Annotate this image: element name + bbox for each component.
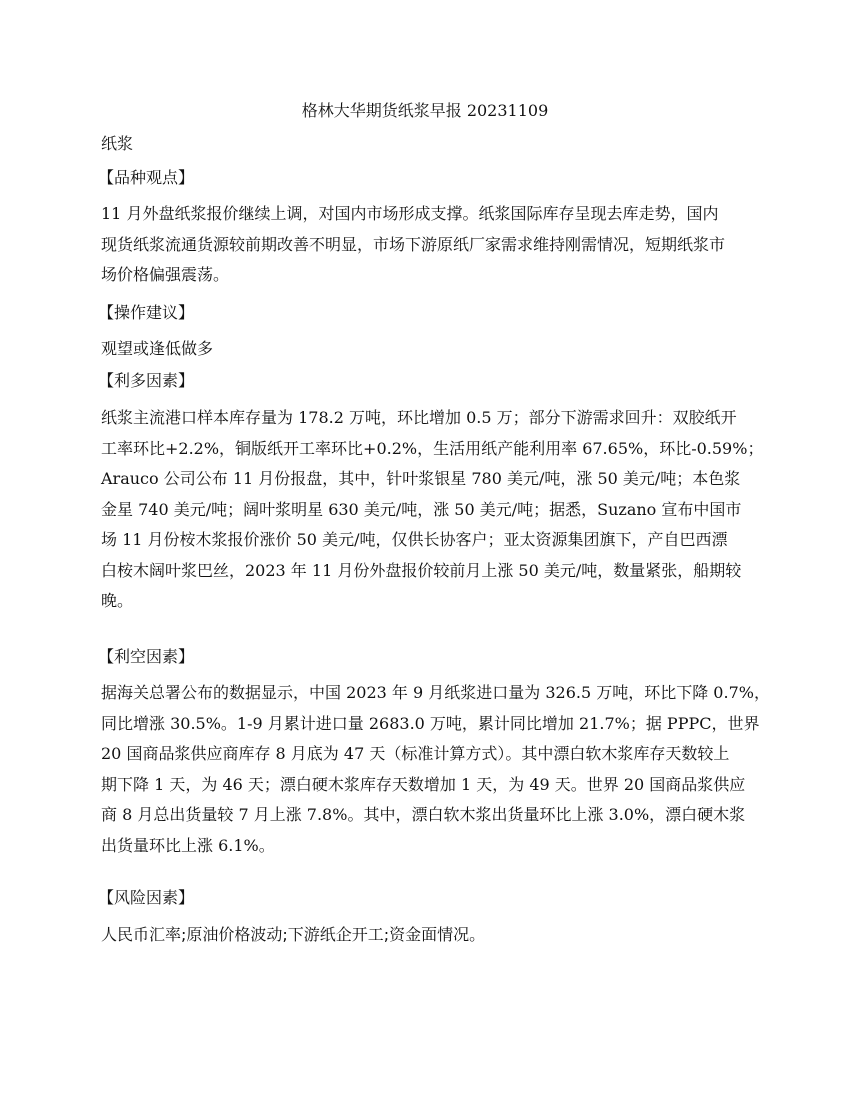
paragraph-bearish: [101, 678, 770, 861]
text-line: 同比增涨 30.5%。1-9 月累计进口量 2683.0 万吨，累计同比增加 21.7%；据 PPPC，世界: [101, 713, 760, 733]
text-line: 工率环比+2.2%，铜版纸开工率环比+0.2%，生活用纸产能利用率 67.65%，环比-0.59%；: [101, 438, 764, 458]
text-line: 商 8 月总出货量较 7 月上涨 7.8%。其中，漂白软木浆出货量环比上涨 3.0%，漂白硬木浆: [101, 805, 746, 824]
text-line: 出货量环比上涨 6.1%。: [101, 835, 275, 855]
paragraph-viewpoint: [101, 199, 753, 291]
text-line: 观望或逢低做多: [101, 339, 214, 358]
text-line: 晚。: [101, 591, 134, 610]
heading-viewpoint: 【品种观点】: [98, 168, 195, 187]
heading-risk: 【风险因素】: [98, 888, 195, 907]
text-line: 期下降 1 天，为 46 天；漂白硬木浆库存天数增加 1 天，为 49 天。世界 20 国商品浆供应: [101, 774, 746, 794]
section-label: 纸浆: [101, 134, 134, 153]
text-line: 金星 740 美元/吨；阔叶浆明星 630 美元/吨，涨 50 美元/吨；据悉，Suzano 宣布中国市: [101, 499, 742, 519]
paragraph-risk: [101, 920, 753, 951]
heading-bearish: 【利空因素】: [98, 647, 195, 666]
text-line: 11 月外盘纸浆报价继续上调，对国内市场形成支撑。纸浆国际库存呈现去库走势，国内: [101, 204, 719, 223]
text-line: 纸浆主流港口样本库存量为 178.2 万吨，环比增加 0.5 万；部分下游需求回升：双胶纸开: [101, 408, 737, 427]
heading-suggestion: 【操作建议】: [98, 303, 195, 322]
paragraph-suggestion: [101, 334, 753, 365]
text-line: 场 11 月份桉木浆报价涨价 50 美元/吨，仅供长协客户；亚太资源集团旗下，产自巴西漂: [101, 530, 728, 549]
text-line: 场价格偏强震荡。: [101, 265, 230, 284]
text-line: 20 国商品浆供应商库存 8 月底为 47 天（标准计算方式）。其中漂白软木浆库存天数较上: [101, 744, 730, 763]
text-line: 现货纸浆流通货源较前期改善不明显，市场下游原纸厂家需求维持刚需情况，短期纸浆市: [101, 234, 726, 254]
text-line: Arauco 公司公布 11 月份报盘，其中，针叶浆银星 780 美元/吨，涨 50 美元/吨；本色浆: [101, 469, 741, 488]
text-line: 人民币汇率;原油价格波动;下游纸企开工;资金面情况。: [101, 925, 486, 944]
heading-bullish: 【利多因素】: [98, 371, 195, 390]
text-line: 白桉木阔叶浆巴丝，2023 年 11 月份外盘报价较前月上涨 50 美元/吨，数量紧张，船期较: [101, 560, 742, 580]
paragraph-bullish: [101, 403, 764, 617]
report-title: 格林大华期货纸浆早报 20231109: [301, 101, 549, 120]
text-line: 据海关总署公布的数据显示，中国 2023 年 9 月纸浆进口量为 326.5 万吨，环比下降 0.7%，: [101, 683, 770, 702]
